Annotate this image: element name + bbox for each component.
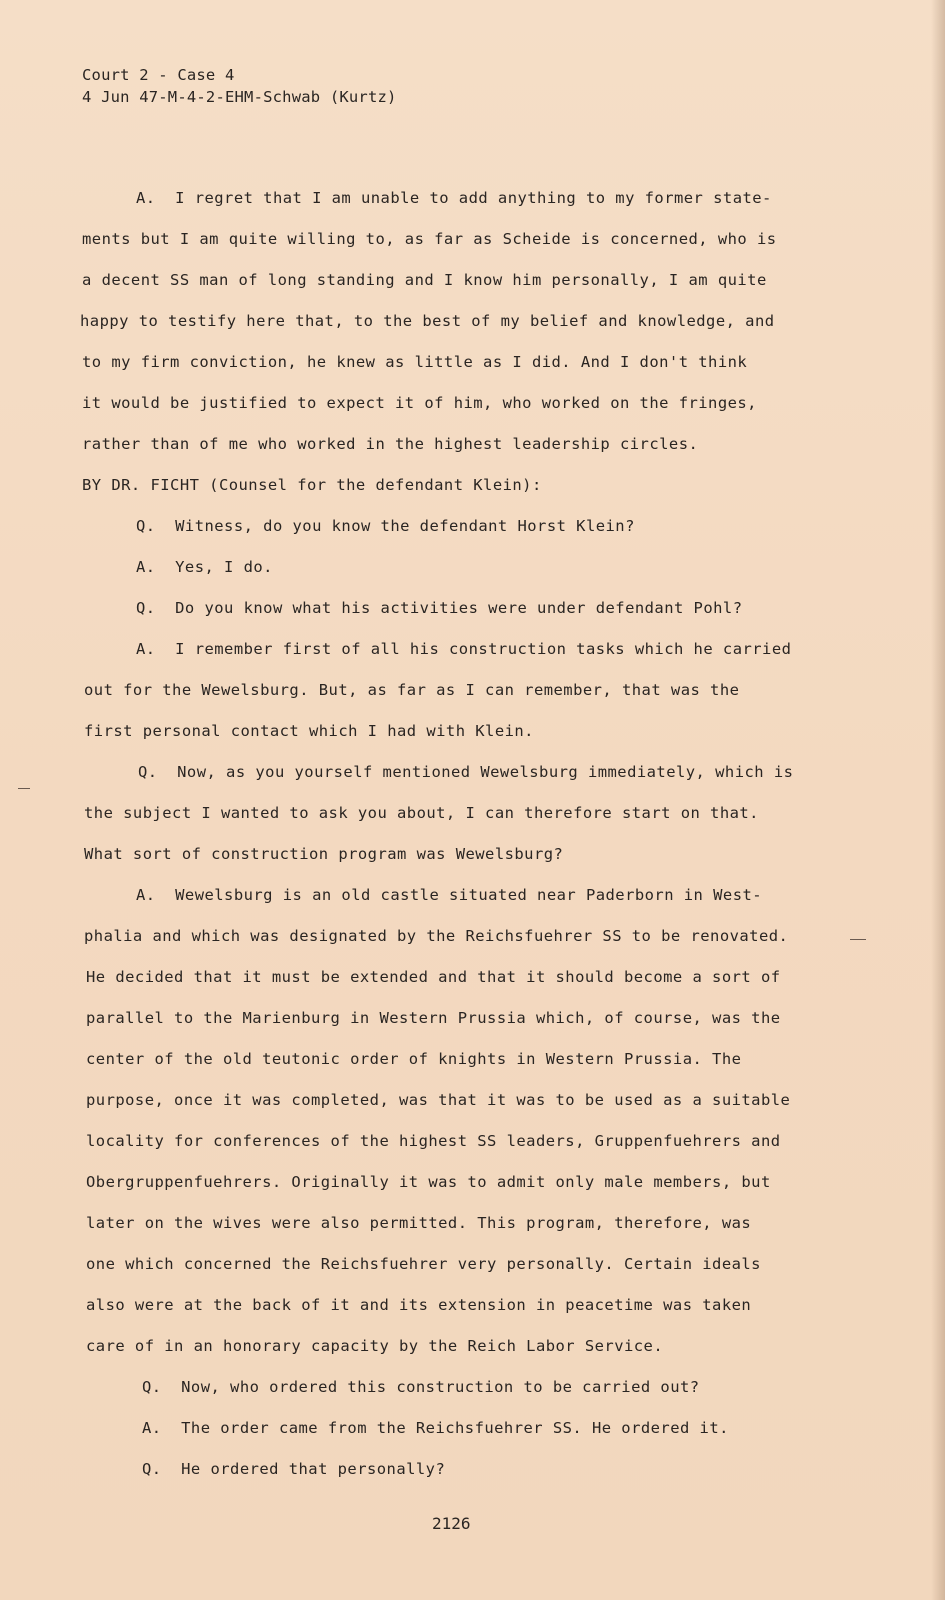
transcript-line: first personal contact which I had with Klein.	[84, 722, 534, 740]
transcript-line: happy to testify here that, to the best of my belief and knowledge, and	[80, 312, 775, 330]
transcript-line: Q. Do you know what his activities were under defendant Pohl?	[136, 599, 743, 617]
transcript-line: A. I remember first of all his construction tasks which he carried	[136, 640, 792, 658]
transcript-line: it would be justified to expect it of him, who worked on the fringes,	[82, 394, 757, 412]
transcript-line: rather than of me who worked in the highest leadership circles.	[82, 435, 699, 453]
transcript-line: A. I regret that I am unable to add anything to my former state-	[136, 189, 772, 207]
transcript-line: a decent SS man of long standing and I know him personally, I am quite	[82, 271, 767, 289]
transcript-line: ments but I am quite willing to, as far as Scheide is concerned, who is	[82, 230, 777, 248]
header-court-line: Court 2 - Case 4	[82, 66, 235, 84]
transcript-line: A. Wewelsburg is an old castle situated near Paderborn in West-	[136, 886, 763, 904]
transcript-line: parallel to the Marienburg in Western Prussia which, of course, was the	[86, 1009, 781, 1027]
transcript-line: He decided that it must be extended and that it should become a sort of	[86, 968, 781, 986]
transcript-line: the subject I wanted to ask you about, I can therefore start on that.	[84, 804, 759, 822]
transcript-line: also were at the back of it and its extension in peacetime was taken	[86, 1296, 752, 1314]
transcript-line: Obergruppenfuehrers. Originally it was to admit only male members, but	[86, 1173, 771, 1191]
case-header	[82, 64, 397, 108]
transcript-line: center of the old teutonic order of knights in Western Prussia. The	[86, 1050, 742, 1068]
transcript-line: out for the Wewelsburg. But, as far as I can remember, that was the	[84, 681, 740, 699]
transcript-line: What sort of construction program was Wewelsburg?	[84, 845, 564, 863]
transcript-line: BY DR. FICHT (Counsel for the defendant Klein):	[82, 476, 542, 494]
right-margin-mark	[850, 939, 866, 940]
page-edge-shadow	[931, 0, 945, 1600]
transcript-line: Q. Now, who ordered this construction to be carried out?	[142, 1378, 700, 1396]
transcript-line: care of in an honorary capacity by the Reich Labor Service.	[86, 1337, 664, 1355]
transcript-line: locality for conferences of the highest SS leaders, Gruppenfuehrers and	[86, 1132, 781, 1150]
header-date-line: 4 Jun 47-M-4-2-EHM-Schwab (Kurtz)	[82, 88, 397, 106]
transcript-line: later on the wives were also permitted. This program, therefore, was	[86, 1214, 752, 1232]
transcript-line: purpose, once it was completed, was that it was to be used as a suitable	[86, 1091, 791, 1109]
page-number: 2126	[432, 1514, 471, 1533]
transcript-line: to my firm conviction, he knew as little as I did. And I don't think	[82, 353, 748, 371]
transcript-line: A. The order came from the Reichsfuehrer SS. He ordered it.	[142, 1419, 729, 1437]
transcript-line: one which concerned the Reichsfuehrer very personally. Certain ideals	[86, 1255, 761, 1273]
transcript-line: A. Yes, I do.	[136, 558, 273, 576]
transcript-line: Q. Witness, do you know the defendant Horst Klein?	[136, 517, 635, 535]
transcript-line: Q. He ordered that personally?	[142, 1460, 446, 1478]
transcript-line: Q. Now, as you yourself mentioned Wewelsburg immediately, which is	[138, 763, 794, 781]
left-margin-mark	[18, 788, 30, 789]
transcript-line: phalia and which was designated by the Reichsfuehrer SS to be renovated.	[84, 927, 789, 945]
